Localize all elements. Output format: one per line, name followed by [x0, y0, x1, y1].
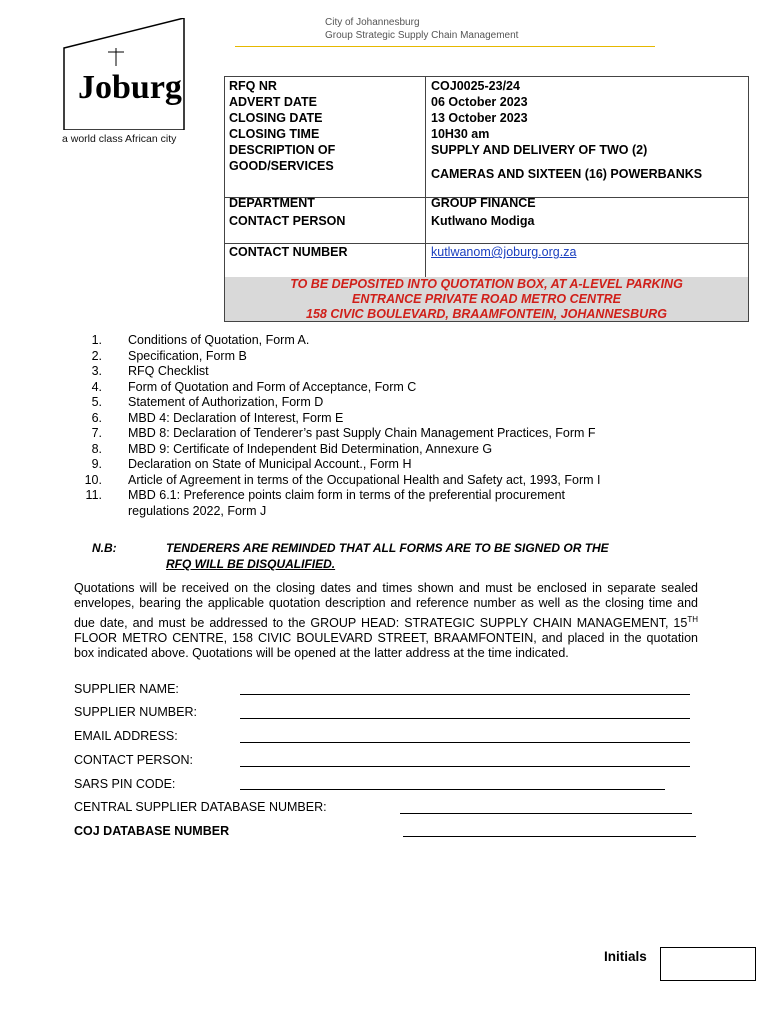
nb-label: N.B:: [92, 541, 117, 555]
logo-tagline: a world class African city: [62, 133, 177, 145]
contact-person-field[interactable]: [240, 766, 690, 767]
description-value-1: SUPPLY AND DELIVERY OF TWO (2): [431, 143, 648, 157]
list-item: Conditions of Quotation, Form A.: [128, 333, 310, 347]
list-item: regulations 2022, Form J: [128, 503, 267, 518]
rfq-nr-label: RFQ NR: [229, 79, 277, 93]
instructions-text-2: FLOOR METRO CENTRE, 158 CIVIC BOULEVARD STREET, BRAAMFONTEIN, and placed in the quotation box indicated above. Quotations will be opened at the latter address at the time indicated.: [74, 631, 698, 661]
csd-number-field[interactable]: [400, 813, 692, 814]
list-item: RFQ Checklist: [128, 364, 209, 378]
advert-date-value: 06 October 2023: [431, 95, 528, 109]
department-label: DEPARTMENT: [229, 196, 315, 210]
list-item-number: 8.: [91, 441, 102, 456]
list-item-number: 10.: [84, 472, 102, 487]
closing-time-value: 10H30 am: [431, 127, 490, 141]
csd-number-label: CENTRAL SUPPLIER DATABASE NUMBER:: [74, 800, 327, 814]
joburg-logo: [62, 18, 186, 130]
header-rule: [235, 46, 655, 47]
list-item-number: 5.: [91, 395, 102, 409]
contact-person-value: Kutlwano Modiga: [431, 214, 535, 228]
deposit-notice-line-2: ENTRANCE PRIVATE ROAD METRO CENTRE: [352, 292, 621, 306]
deposit-notice: [225, 277, 748, 321]
supplier-name-label: SUPPLIER NAME:: [74, 682, 179, 696]
list-item: Form of Quotation and Form of Acceptance, Form C: [128, 379, 417, 394]
list-item-number: 3.: [91, 364, 102, 378]
list-item: Specification, Form B: [128, 348, 247, 363]
rfq-details-table: [224, 76, 749, 322]
nb-line-2: RFQ WILL BE DISQUALIFIED.: [166, 557, 336, 571]
nb-line-1: TENDERERS ARE REMINDED THAT ALL FORMS ARE TO BE SIGNED OR THE: [166, 541, 609, 555]
description-value-2: CAMERAS AND SIXTEEN (16) POWERBANKS: [431, 167, 703, 181]
list-item: MBD 6.1: Preference points claim form in terms of the preferential procurement: [128, 488, 565, 502]
list-item: MBD 4: Declaration of Interest, Form E: [128, 410, 344, 425]
contact-number-label: CONTACT NUMBER: [229, 245, 348, 259]
list-item-number: 6.: [91, 410, 102, 425]
closing-date-value: 13 October 2023: [431, 111, 528, 125]
joburg-logo-graphic: [62, 18, 186, 130]
rfq-nr-value: COJ0025-23/24: [431, 79, 520, 93]
sars-pin-label: SARS PIN CODE:: [74, 777, 176, 791]
list-item-number: 4.: [91, 379, 102, 394]
supplier-number-label: SUPPLIER NUMBER:: [74, 705, 197, 719]
instructions-superscript: TH: [687, 614, 698, 624]
list-item-number: 7.: [91, 426, 102, 440]
submission-instructions: [74, 581, 698, 662]
initials-label: Initials: [604, 949, 647, 964]
instructions-text-1: Quotations will be received on the closing dates and times shown and must be enclosed in separate sealed envelopes, bearing the applicable quotation description and reference number as well as the closing time and due date, and must be addressed to the GROUP HEAD: STRATEGIC SUPPLY CHAIN MANAGEMENT, 15: [74, 581, 698, 630]
list-item: Statement of Authorization, Form D: [128, 395, 324, 409]
closing-time-label: CLOSING TIME: [229, 127, 320, 141]
list-item: MBD 8: Declaration of Tenderer’s past Supply Chain Management Practices, Form F: [128, 426, 596, 440]
list-item-number: 11.: [85, 488, 102, 502]
initials-box[interactable]: [660, 947, 756, 981]
deposit-notice-line-3: 158 CIVIC BOULEVARD, BRAAMFONTEIN, JOHANNESBURG: [306, 307, 667, 321]
list-item: Declaration on State of Municipal Account., Form H: [128, 457, 412, 471]
contact-email-link[interactable]: kutlwanom@joburg.org.za: [431, 245, 577, 259]
sars-pin-field[interactable]: [240, 789, 665, 790]
list-item: Article of Agreement in terms of the Occupational Health and Safety act, 1993, Form I: [128, 472, 601, 487]
list-item: MBD 9: Certificate of Independent Bid Determination, Annexure G: [128, 441, 493, 456]
coj-number-field[interactable]: [403, 836, 696, 837]
supplier-number-field[interactable]: [240, 718, 690, 719]
header-dept: Group Strategic Supply Chain Management: [325, 30, 519, 41]
deposit-notice-line-1: TO BE DEPOSITED INTO QUOTATION BOX, AT A-LEVEL PARKING: [290, 277, 683, 291]
closing-date-label: CLOSING DATE: [229, 111, 323, 125]
list-item-number: 1.: [91, 333, 102, 347]
description-label-2: GOOD/SERVICES: [229, 159, 334, 173]
supplier-name-field[interactable]: [240, 694, 690, 695]
contact-person-field-label: CONTACT PERSON:: [74, 753, 193, 767]
contact-person-label: CONTACT PERSON: [229, 214, 346, 228]
list-item-number: 9.: [91, 457, 102, 471]
coj-number-label: COJ DATABASE NUMBER: [74, 824, 230, 838]
list-item-number: 2.: [91, 348, 102, 363]
description-label-1: DESCRIPTION OF: [229, 143, 336, 157]
advert-date-label: ADVERT DATE: [229, 95, 317, 109]
department-value: GROUP FINANCE: [431, 196, 536, 210]
email-address-field[interactable]: [240, 742, 690, 743]
header-org: City of Johannesburg: [325, 17, 420, 28]
email-address-label: EMAIL ADDRESS:: [74, 729, 178, 743]
logo-wordmark: Joburg: [78, 69, 182, 106]
